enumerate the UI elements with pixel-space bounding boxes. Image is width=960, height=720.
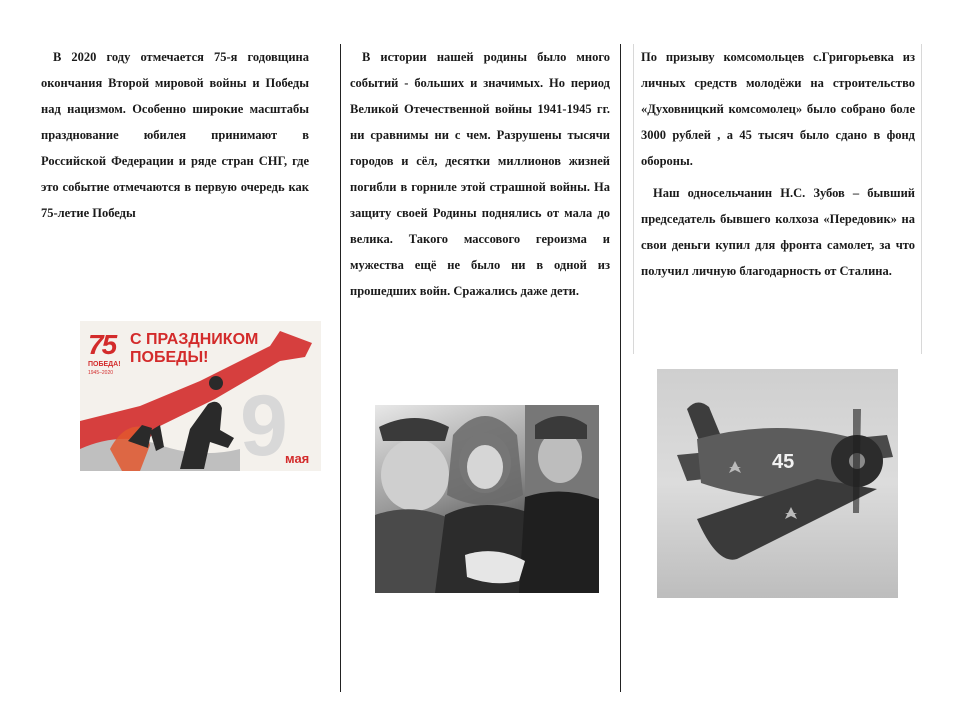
poster-month: мая xyxy=(285,451,310,466)
plane-tail-number: 45 xyxy=(772,451,795,473)
fighter-plane-photo xyxy=(657,369,898,598)
column3-frame-right xyxy=(921,44,922,354)
plane-photo-art xyxy=(657,369,898,598)
emblem-word: ПОБЕДА! xyxy=(88,361,121,368)
poster-big-nine: 9 xyxy=(240,378,288,471)
column1-text xyxy=(41,44,309,226)
wartime-photo-boy-soldier xyxy=(375,405,599,593)
column2-text xyxy=(350,44,610,304)
column-divider-1 xyxy=(340,44,341,692)
people-photo-art xyxy=(375,405,599,593)
poster-greeting: С ПРАЗДНИКОМ ПОБЕДЫ! xyxy=(130,331,259,366)
emblem-75: 75 xyxy=(88,329,116,360)
column3-paragraph-2: Наш односельчанин Н.С. Зубов – бывший председатель бывшего колхоза «Передовик» на свои деньги купил для фронта самолет, за что получил личную благодарность от Сталина. xyxy=(641,186,915,278)
column3-frame-left xyxy=(633,44,634,354)
column2-paragraph: В истории нашей родины было много событий - больших и значимых. Но период Великой Отечественной войны 1941-1945 гг. ни сравнимы ни с чем. Разрушены тысячи городов и сёл, десятки миллионов жизней погибли в горниле этой страшной войны. На защиту своей Родины поднялись от мала до велика. Такого массового героизма и мужества ещё не было ни в одной из прошедших войн. Сражались даже дети. xyxy=(350,50,610,298)
column3-text xyxy=(641,44,915,284)
column3-paragraph-1: По призыву комсомольцев с.Григорьевка из личных средств молодёжи на строительство «Духовницкий комсомолец» было собрано боле 3000 рублей , а 45 тысяч было сдано в фонд обороны. xyxy=(641,50,915,168)
victory-day-poster xyxy=(80,321,321,471)
emblem-years: 1945–2020 xyxy=(88,370,114,376)
column1-paragraph: В 2020 году отмечается 75-я годовщина окончания Второй мировой войны и Победы над нацизмом. Особенно широкие масштабы празднование юбилея принимают в Российской Федерации и ряде стран СНГ, где это событие отмечаются в первую очередь как 75-летие Победы xyxy=(41,50,309,220)
column-divider-2 xyxy=(620,44,621,692)
